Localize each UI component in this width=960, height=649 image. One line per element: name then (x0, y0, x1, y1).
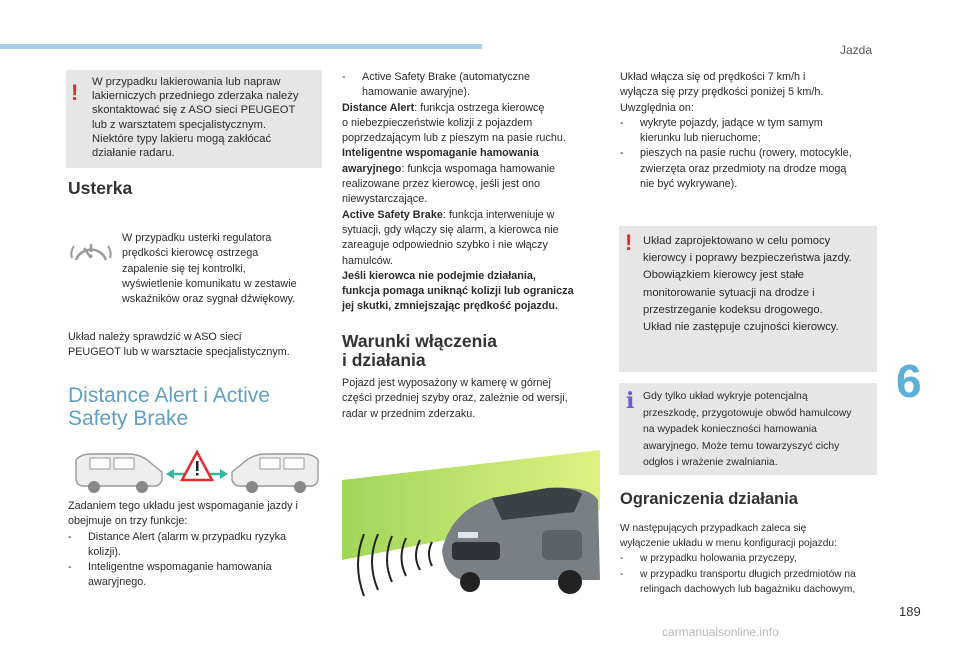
usterka-text: W przypadku usterki regulatora prędkości kierowcę ostrzega zapalenie się tej kontrolki, wyświetlenie komunikatu w zestawie wskaźników oraz sygnał dźwiękowy. (122, 232, 297, 306)
functions-description: - Active Safety Brake (automatyczne hamowanie awaryjne). Distance Alert: funkcja ostrzega kierowcę o niebezpieczeństwie kolizji z pojazdem poprzedzającym lub z pieszym na pasie ruchu. Inteligentne wspomaganie hamowania awaryjnego: funkcja wspomaga hamowanie realizowane przez kierowcę, jeśli jest ono niewystarczające. Active Safety Brake: funkcja interweniuje w sytuacji, gdy włączy się alarm, a kierowca nie zareaguje odpowiednio szybko i nie włączy hamulców. Jeśli kierowca nie podejmie działania, funkcja pomaga uniknąć kolizji lub ogranicza jej skutki, zmniejszając prędkość pojazdu. (342, 71, 574, 313)
warunki-text: Pojazd jest wyposażony w kamerę w górnej części przedniej szyby oraz, zależnie od wersji, radar w przednim zderzaku. (342, 377, 568, 420)
distance-alert-cars-icon (70, 448, 324, 496)
aso-text: Układ należy sprawdzić w ASO sieci PEUGEOT lub w warsztacie specjalistycznym. (68, 331, 290, 359)
warning-note-text-2: Układ zaprojektowano w celu pomocy kierowcy i poprawy bezpieczeństwa jazdy. Obowiązkiem kierowcy jest stałe monitorowanie sytuacji na drodze i przestrzeganie kodeksu drogowego. Układ nie zastępuje czujności kierowcy. (643, 235, 852, 334)
top-accent-bar (0, 44, 482, 49)
watermark: carmanualsonline.info (662, 625, 779, 639)
functions-text: Zadaniem tego układu jest wspomaganie jazdy i obejmuje on trzy funkcje: - Distance Alert (alarm w przypadku ryzyka kolizji). - Inteligentne wspomaganie hamowania awaryjnego. (68, 500, 298, 589)
speed-text: Układ włącza się od prędkości 7 km/h i wyłącza się przy prędkości poniżej 5 km/h. Uwzględnia on: - wykryte pojazdy, jadące w tym samym kierunku lub nieruchome; - pieszych na pasie ruchu (rowery, motocykle, zwierzęta oraz przedmioty na drodze mogą nie być wykrywane). (620, 71, 852, 191)
chapter-number: 6 (896, 355, 922, 407)
heading-distance-alert: Distance Alert i Active Safety Brake (68, 384, 270, 430)
ograniczenia-text: W następujących przypadkach zaleca się wyłączenie układu w menu konfiguracji pojazdu: - w przypadku holowania przyczepy, - w przypadku transportu długich przedmiotów na relingach dachowych lub bagażniku dachowym, (620, 523, 856, 595)
heading-usterka: Usterka (68, 178, 133, 198)
info-note-text: Gdy tylko układ wykryje potencjalną przeszkodę, przygotowuje obwód hamulcowy na wypadek konieczności hamowania awaryjnego. Może temu towarzyszyć cichy odgłos i wrażenie zwalniania. (643, 391, 852, 469)
warning-note-text: W przypadku lakierowania lub napraw lakierniczych przedniego zderzaka należy skontaktować się z ASO sieci PEUGEOT lub z warsztatem specjalistycznym. Niektóre typy lakieru mogą zakłócać działanie radaru. (92, 76, 299, 160)
heading-ograniczenia: Ograniczenia działania (620, 490, 798, 508)
heading-warunki: Warunki włączenia i działania (342, 331, 497, 370)
info-icon: i (626, 388, 635, 414)
car-radar-photo (342, 450, 600, 600)
exclamation-icon: ! (71, 80, 79, 105)
exclamation-icon: ! (625, 230, 633, 255)
section-title: Jazda (840, 43, 873, 57)
page-number: 189 (899, 604, 921, 619)
speed-regulator-fault-icon (70, 236, 112, 262)
